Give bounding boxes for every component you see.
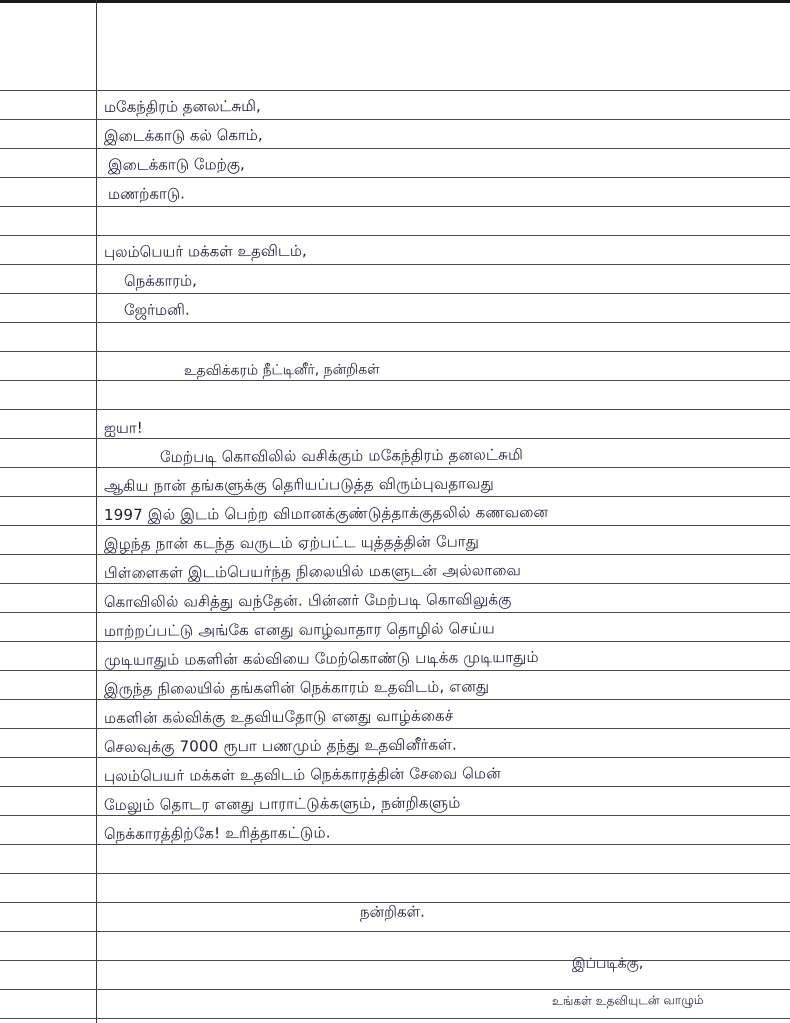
body-line: புலம்பெயர் மக்கள் உதவிடம் நெக்காரத்தின் சேவை மென் — [103, 764, 501, 785]
body-line: கொவிலில் வசித்து வந்தேன். பின்னர் மேற்படி கொவிலுக்கு — [103, 590, 512, 611]
ruled-line — [0, 409, 790, 410]
margin-line — [96, 0, 97, 1023]
ruled-line — [0, 844, 790, 845]
body-line: 1997 இல் இடம் பெற்ற விமானக்குண்டுத்தாக்குதலில் கணவனை — [103, 502, 549, 524]
ruled-line — [0, 757, 790, 758]
ruled-line — [0, 554, 790, 555]
ruled-line — [0, 264, 790, 265]
ruled-line — [0, 322, 790, 323]
ruled-line — [0, 177, 790, 178]
ruled-line — [0, 583, 790, 584]
body-line: செலவுக்கு 7000 ரூபா பணமும் தந்து உதவினீர்கள். — [103, 735, 458, 756]
recipient-address-line: இடைக்காடு மேற்கு, — [107, 155, 245, 174]
ruled-line — [0, 380, 790, 381]
ruled-line — [0, 699, 790, 700]
ruled-line — [0, 641, 790, 642]
salutation: ஐயா! — [103, 418, 143, 437]
body-line: இழந்த நான் கடந்த வருடம் ஏற்பட்ட யுத்தத்தின் போது — [103, 532, 480, 553]
ruled-line — [0, 496, 790, 497]
body-line: மேலும் தொடர எனது பாராட்டுக்களும், நன்றிகளும் — [103, 793, 461, 814]
ruled-line — [0, 90, 790, 91]
signature: உங்கள் உதவியுடன் வாழும் — [551, 992, 704, 1008]
ruled-line — [0, 119, 790, 120]
body-line: நெக்காரத்திற்கே! உரித்தாகட்டும். — [103, 823, 331, 843]
sender-address-line: ஜேர்மனி. — [123, 300, 190, 319]
ruled-line — [0, 931, 790, 932]
body-line: பிள்ளைகள் இடம்பெயர்ந்த நிலையில் மகளுடன் அல்லாவை — [103, 561, 522, 582]
letter-subject: உதவிக்கரம் நீட்டினீர், நன்றிகள் — [183, 361, 380, 379]
ruled-line — [0, 873, 790, 874]
sender-address-line: புலம்பெயர் மக்கள் உதவிடம், — [103, 241, 307, 261]
ruled-line — [0, 351, 790, 352]
signoff: இப்படிக்கு, — [571, 955, 644, 972]
paper-top-edge — [0, 0, 790, 3]
ruled-line — [0, 235, 790, 236]
recipient-address-line: இடைக்காடு கல் கொம், — [103, 125, 263, 145]
ruled-line — [0, 670, 790, 671]
body-line: முடியாதும் மகளின் கல்வியை மேற்கொண்டு படிக்க முடியாதும் — [103, 647, 539, 669]
ruled-line — [0, 786, 790, 787]
body-line: மாற்றப்பட்டு அங்கே எனது வாழ்வாதார தொழில் செய்ய — [103, 619, 495, 640]
ruled-line — [0, 525, 790, 526]
ruled-line — [0, 989, 790, 990]
sender-address-line: நெக்காரம், — [123, 271, 197, 290]
body-line: இருந்த நிலையில் தங்களின் நெக்காரம் உதவிடம், எனது — [103, 677, 490, 698]
body-line: ஆகிய நான் தங்களுக்கு தெரியப்படுத்த விரும்புவதாவது — [103, 474, 494, 495]
ruled-line — [0, 1018, 790, 1019]
recipient-address-line: மணற்காடு. — [107, 184, 185, 203]
closing-thanks: நன்றிகள். — [359, 902, 425, 921]
body-line: மகளின் கல்விக்கு உதவியதோடு எனது வாழ்க்கைச் — [103, 706, 454, 727]
ruled-line — [0, 728, 790, 729]
recipient-address-line: மகேந்திரம் தனலட்சுமி, — [103, 96, 261, 116]
ruled-line — [0, 612, 790, 613]
ruled-line — [0, 148, 790, 149]
ruled-line — [0, 960, 790, 961]
ruled-line — [0, 293, 790, 294]
ruled-line — [0, 815, 790, 816]
ruled-line — [0, 467, 790, 468]
ruled-line — [0, 206, 790, 207]
body-line: மேற்படி கொவிலில் வசிக்கும் மகேந்திரம் தனலட்சுமி — [159, 445, 524, 466]
ruled-line — [0, 438, 790, 439]
